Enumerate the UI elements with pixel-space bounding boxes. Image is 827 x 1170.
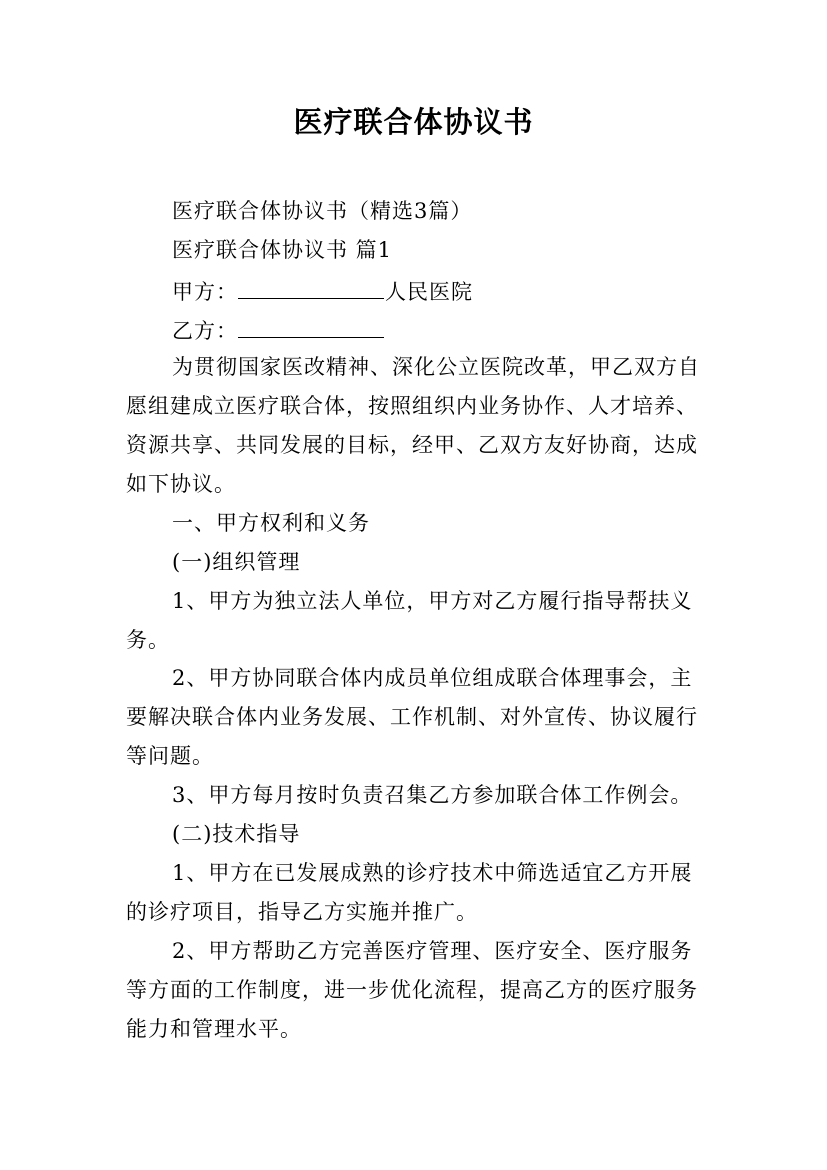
party-a-line bbox=[172, 276, 473, 306]
subheading-line: (二)技术指导 bbox=[172, 822, 301, 846]
paragraph-line: 为贯彻国家医改精神、深化公立医院改革，甲乙双方自 bbox=[172, 355, 700, 379]
paragraph-line: 2、甲方协同联合体内成员单位组成联合体理事会，主 bbox=[172, 666, 693, 690]
subtitle-line: 医疗联合体协议书（精选3篇） bbox=[172, 199, 473, 223]
paragraph-line: 2、甲方帮助乙方完善医疗管理、医疗安全、医疗服务 bbox=[172, 939, 693, 963]
paragraph-line: 能力和管理水平。 bbox=[126, 1017, 302, 1041]
paragraph-line: 要解决联合体内业务发展、工作机制、对外宣传、协议履行 bbox=[126, 705, 698, 729]
paragraph-line: 资源共享、共同发展的目标，经甲、乙双方友好协商，达成 bbox=[126, 433, 698, 457]
paragraph-line: 3、甲方每月按时负责召集乙方参加联合体工作例会。 bbox=[172, 783, 693, 807]
document-title: 医疗联合体协议书 bbox=[293, 105, 534, 139]
party-a-blank bbox=[238, 276, 384, 299]
party-b-line bbox=[172, 315, 385, 345]
paragraph-line: 如下协议。 bbox=[126, 472, 236, 496]
subheading-line: (一)组织管理 bbox=[172, 550, 301, 574]
paragraph-line: 愿组建成立医疗联合体，按照组织内业务协作、人才培养、 bbox=[126, 394, 698, 418]
heading-line: 一、甲方权利和义务 bbox=[172, 511, 370, 535]
party-a-label: 甲方： bbox=[172, 280, 238, 304]
party-b-blank bbox=[238, 315, 384, 338]
paragraph-line: 等问题。 bbox=[126, 744, 214, 768]
paragraph-line: 的诊疗项目，指导乙方实施并推广。 bbox=[126, 900, 478, 924]
paragraph-line: 1、甲方在已发展成熟的诊疗技术中筛选适宜乙方开展 bbox=[172, 861, 693, 885]
section-heading-line: 医疗联合体协议书 篇1 bbox=[172, 238, 393, 262]
paragraph-line: 1、甲方为独立法人单位，甲方对乙方履行指导帮扶义 bbox=[172, 589, 693, 613]
paragraph-line: 等方面的工作制度，进一步优化流程，提高乙方的医疗服务 bbox=[126, 978, 698, 1002]
party-a-suffix: 人民医院 bbox=[385, 280, 473, 304]
paragraph-line: 务。 bbox=[126, 628, 170, 652]
party-b-label: 乙方： bbox=[172, 319, 238, 343]
